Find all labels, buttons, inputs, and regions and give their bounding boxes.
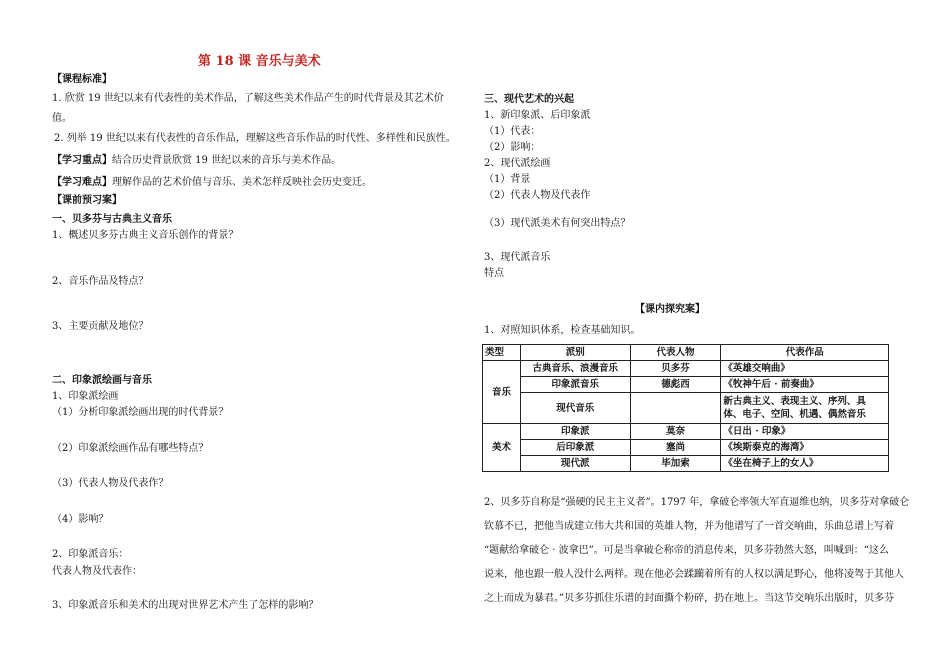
table-row: [483, 377, 889, 393]
table-header-row: [483, 345, 889, 361]
difficulty-heading: 【学习难点】: [52, 177, 112, 188]
section-1-q3: 3、主要贡献及地位？: [52, 321, 149, 332]
table-cell: [721, 393, 889, 424]
table-type-cell: 音乐: [483, 361, 521, 424]
paragraph-2-line-4: 说来，他也跟一般人没什么两样。现在他必会蹂躏着所有的人权以满足野心，他将凌驾于其他人: [484, 569, 904, 580]
section-2-item-1-1: （1）分析印象派绘画出现的时代背景？: [52, 407, 229, 418]
curriculum-heading: 【课程标准】: [52, 74, 112, 85]
knowledge-table: [482, 344, 889, 472]
page-title: 第 18 课 音乐与美术: [198, 54, 321, 69]
paragraph-2-line-2: 钦慕不已，把他当成建立伟大共和国的英雄人物，并为他谱写了一首交响曲，乐曲总谱上写着: [484, 521, 894, 532]
table-cell: 印象派: [520, 424, 630, 440]
table-cell: 现代派: [520, 456, 630, 472]
table-type-cell: 美术: [483, 424, 521, 472]
section-3-item-1-2: （2）影响：: [484, 142, 541, 153]
section-2-item-2: 2、印象派音乐：: [52, 549, 129, 560]
section-3-item-3: 3、现代派音乐: [484, 252, 551, 263]
table-header-cell: 类型: [483, 345, 521, 361]
table-cell: 《牧神午后 · 前奏曲》: [721, 377, 889, 393]
section-1-q1: 1、概述贝多芬古典主义音乐创作的背景？: [52, 230, 239, 241]
table-header-cell: 代表人物: [630, 345, 721, 361]
paragraph-2-line-1: 2、贝多芬自称是“强硬的民主主义者”。1797 年，拿破仑率领大军直逼维也纳，贝多芬对拿破仑: [484, 497, 910, 508]
section-2-heading: 二、印象派绘画与音乐: [52, 375, 152, 386]
table-cell-line: 体、电子、空间、机遇、偶然音乐: [723, 409, 866, 420]
table-cell: 莫奈: [630, 424, 721, 440]
difficulty-line: [52, 177, 372, 189]
table-cell: 《埃斯泰克的海湾》: [721, 440, 889, 456]
section-3-item-2-1: （1）背景: [484, 174, 531, 185]
table-cell: 《坐在椅子上的女人》: [721, 456, 889, 472]
table-row: [483, 361, 889, 377]
table-cell: 德彪西: [630, 377, 721, 393]
table-row: [483, 424, 889, 440]
table-header-cell: 代表作品: [721, 345, 889, 361]
standard-1-line-2: 值。: [52, 113, 72, 124]
section-2-item-1: 1、印象派绘画: [52, 391, 119, 402]
table-cell: 《日出 · 印象》: [721, 424, 889, 440]
question-1: 1、对照知识体系，检查基础知识。: [484, 325, 641, 336]
table-row: [483, 456, 889, 472]
table-cell: 后印象派: [520, 440, 630, 456]
table-cell: 《英雄交响曲》: [721, 361, 889, 377]
standard-1-line-1: 1. 欣赏 19 世纪以来有代表性的美术作品，了解这些美术作品产生的时代背景及其艺术价: [52, 93, 444, 104]
table-cell: 古典音乐、浪漫音乐: [520, 361, 630, 377]
focus-heading: 【学习重点】: [52, 155, 112, 166]
section-1-heading: 一、贝多芬与古典主义音乐: [52, 214, 172, 225]
standard-2: 2. 列举 19 世纪以来有代表性的音乐作品，理解这些音乐作品的时代性、多样性和民族性。: [54, 133, 456, 144]
section-2-item-2-rep: 代表人物及代表作：: [52, 566, 142, 577]
table-row: [483, 393, 889, 424]
section-2-item-1-3: （3）代表人物及代表作？: [52, 478, 169, 489]
table-cell: 印象派音乐: [520, 377, 630, 393]
paragraph-2-line-5: 之上而成为暴君。”贝多芬抓住乐谱的封面撕个粉碎，扔在地上。当这节交响乐出版时，贝多芬: [484, 593, 895, 604]
class-inquiry-heading: 【课内探究案】: [635, 304, 705, 315]
section-3-item-2: 2、现代派绘画: [484, 158, 551, 169]
paragraph-2-line-3: “题献给拿破仑 · 波拿巴”。可是当拿破仑称帝的消息传来，贝多芬勃然大怒，叫喊到：“这么: [484, 545, 889, 556]
preview-heading: 【课前预习案】: [52, 195, 122, 206]
difficulty-text: 理解作品的艺术价值与音乐、美术怎样反映社会历史变迁。: [112, 177, 372, 188]
section-2-item-1-2: （2）印象派绘画作品有哪些特点？: [52, 443, 209, 454]
table-cell: 现代音乐: [520, 393, 630, 424]
focus-line: [52, 155, 341, 167]
section-3-item-2-3: （3）现代派美术有何突出特点？: [484, 218, 631, 229]
table-cell: 塞尚: [630, 440, 721, 456]
focus-text: 结合历史背景欣赏 19 世纪以来的音乐与美术作品。: [112, 155, 342, 166]
section-3-item-2-2: （2）代表人物及代表作: [484, 190, 591, 201]
table-header-cell: 派别: [520, 345, 630, 361]
section-3-heading: 三、现代艺术的兴起: [484, 94, 574, 105]
table-row: [483, 440, 889, 456]
section-3-item-1: 1、新印象派、后印象派: [484, 110, 591, 121]
section-1-q2: 2、音乐作品及特点？: [52, 276, 149, 287]
table-cell: [630, 393, 721, 424]
section-2-item-1-4: （4）影响？: [52, 514, 109, 525]
section-2-item-3: 3、印象派音乐和美术的出现对世界艺术产生了怎样的影响？: [52, 600, 319, 611]
section-3-item-3-feature: 特点: [484, 268, 504, 279]
table-cell-line: 新古典主义、表现主义、序列、具: [723, 396, 866, 407]
table-cell: 毕加索: [630, 456, 721, 472]
section-3-item-1-1: （1）代表：: [484, 126, 541, 137]
table-cell: 贝多芬: [630, 361, 721, 377]
